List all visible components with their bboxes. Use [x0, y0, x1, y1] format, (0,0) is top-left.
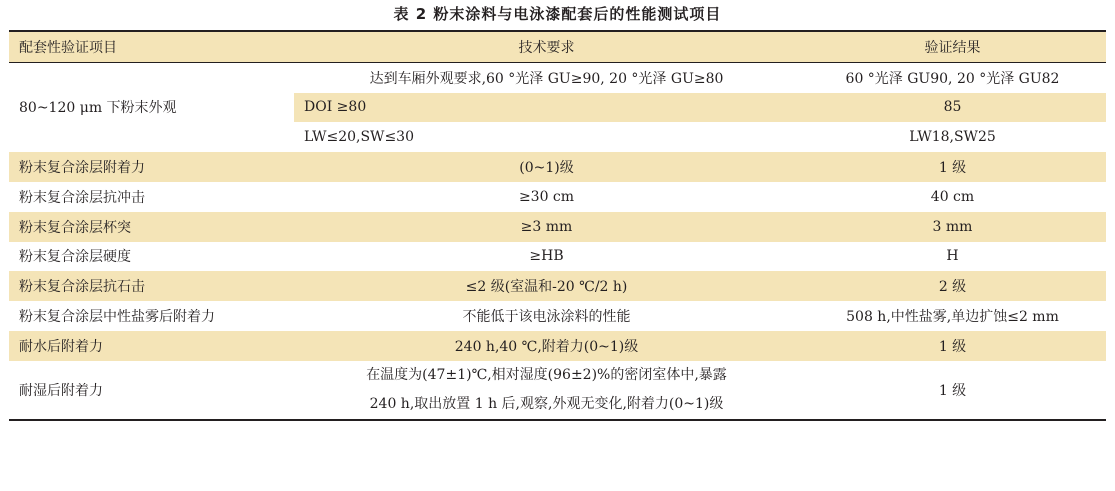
cell-requirement: [294, 361, 799, 420]
performance-test-table: [9, 30, 1106, 421]
cell-result: 1 级: [938, 382, 967, 399]
cell-result: 2 级: [938, 279, 967, 296]
table-header-row: [9, 31, 1106, 62]
table-row: [9, 62, 1106, 92]
table-row: [9, 301, 1106, 331]
cell-item: 粉末复合涂层抗冲击: [19, 189, 145, 206]
table-row: [9, 361, 1106, 420]
cell-result: 1 级: [938, 338, 967, 355]
cell-requirement: ≤2 级(室温和-20 ℃/2 h): [465, 279, 628, 296]
cell-item: 粉末复合涂层硬度: [19, 249, 131, 266]
cell-result: 1 级: [938, 160, 967, 177]
header-requirement: 技术要求: [518, 39, 575, 56]
cell-requirement: LW≤20,SW≤30: [304, 129, 414, 146]
cell-requirement: (0~1)级: [519, 160, 574, 177]
header-item: 配套性验证项目: [19, 39, 117, 56]
cell-result: 40 cm: [930, 188, 975, 205]
table-row: [9, 212, 1106, 242]
cell-requirement: DOI ≥80: [294, 93, 799, 123]
cell-result: H: [946, 248, 959, 265]
header-result: 验证结果: [924, 39, 981, 56]
table-row: [9, 152, 1106, 182]
requirement-line-1: 在温度为(47±1)℃,相对湿度(96±2)%的密闭室体中,暴露: [366, 366, 727, 383]
table-caption: 表 2 粉末涂料与电泳漆配套后的性能测试项目: [393, 5, 722, 23]
table-row: [9, 271, 1106, 301]
cell-result: 3 mm: [932, 218, 973, 235]
cell-result: LW18,SW25: [909, 129, 996, 146]
cell-item: 耐湿后附着力: [19, 382, 103, 399]
cell-requirement: 达到车厢外观要求,60 °光泽 GU≥90, 20 °光泽 GU≥80: [369, 70, 724, 87]
requirement-line-2: 240 h,取出放置 1 h 后,观察,外观无变化,附着力(0~1)级: [369, 395, 724, 412]
cell-requirement: ≥30 cm: [518, 188, 575, 205]
cell-requirement: ≥3 mm: [520, 218, 573, 235]
cell-item: 粉末复合涂层附着力: [19, 160, 145, 177]
cell-requirement: 240 h,40 ℃,附着力(0~1)级: [454, 338, 639, 355]
cell-item: 粉末复合涂层抗石击: [19, 279, 145, 296]
cell-requirement: 不能低于该电泳涂料的性能: [462, 309, 631, 326]
table-row: [9, 331, 1106, 361]
cell-item: 耐水后附着力: [19, 338, 103, 355]
table-row: [9, 242, 1106, 272]
cell-result: 85: [799, 93, 1106, 123]
table-row: [9, 182, 1106, 212]
cell-result: 508 h,中性盐雾,单边扩蚀≤2 mm: [846, 309, 1059, 326]
cell-result: 60 °光泽 GU90, 20 °光泽 GU82: [845, 70, 1060, 87]
cell-requirement: ≥HB: [529, 248, 564, 265]
cell-item: 粉末复合涂层中性盐雾后附着力: [19, 309, 215, 326]
cell-item: 粉末复合涂层杯突: [19, 219, 131, 236]
cell-item: 80~120 μm 下粉末外观: [19, 100, 177, 117]
